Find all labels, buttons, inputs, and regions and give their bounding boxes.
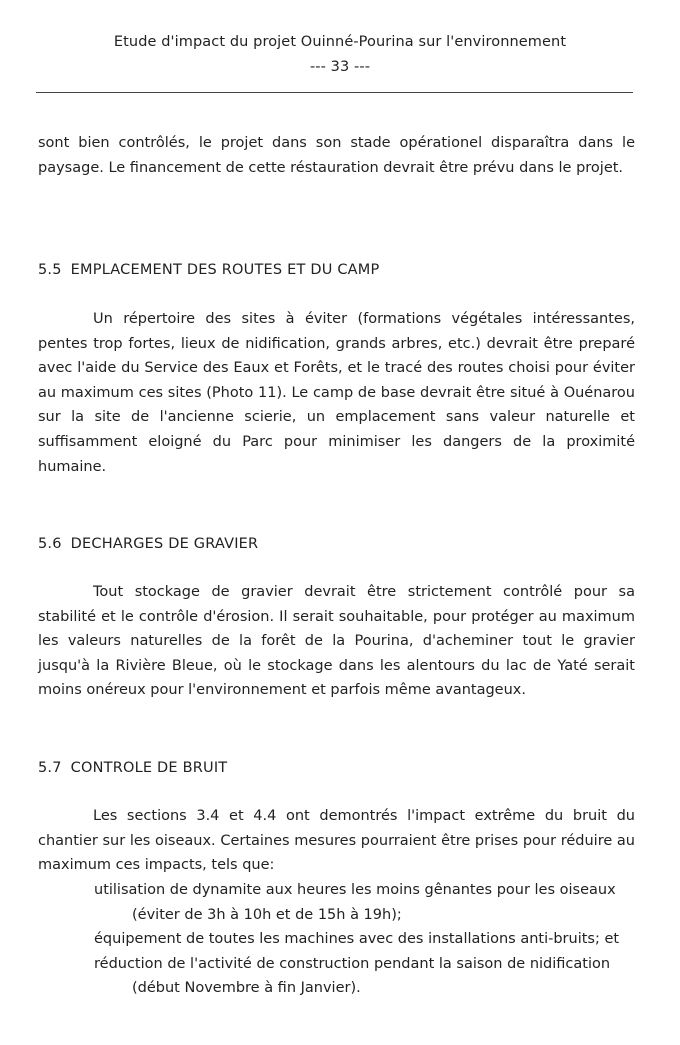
list-item-detail: (éviter de 3h à 10h et de 15h à 19h);	[132, 906, 402, 923]
section-number: 5.5	[38, 262, 62, 278]
section-heading-5-6	[38, 536, 258, 552]
section-title: DECHARGES DE GRAVIER	[70, 536, 259, 552]
list-item	[94, 878, 639, 927]
list-item-text: équipement de toutes les machines avec des installations anti-bruits; et	[94, 931, 620, 948]
page-header-title: Etude d'impact du projet Ouinné-Pourina sur l'environnement	[113, 34, 567, 50]
section-heading-5-7	[38, 760, 227, 776]
list-item	[94, 927, 639, 952]
section-number: 5.7	[38, 760, 62, 776]
section-number: 5.6	[38, 536, 62, 552]
section-paragraph-5-5: Un répertoire des sites à éviter (formations végétales intéressantes, pentes trop fortes, lieux de nidification, grands arbres, etc.) devrait être preparé avec l'aide du Service des Eaux et Forêts, et le tracé des routes choisi pour éviter au maximum ces sites (Photo 11). Le camp de base devrait être situé à Ouénarou sur la site de l'ancienne scierie, un emplacement sans valeur naturelle et suffisamment eloigné du Parc pour minimiser les dangers de la proximité humaine.	[38, 311, 635, 475]
section-title: EMPLACEMENT DES ROUTES ET DU CAMP	[70, 262, 380, 278]
section-heading-5-5	[38, 262, 379, 278]
header-divider	[36, 92, 633, 93]
list-item-detail: (début Novembre à fin Janvier).	[132, 980, 361, 997]
section-paragraph-5-7: Les sections 3.4 et 4.4 ont demontrés l'impact extrême du bruit du chantier sur les oiseaux. Certaines mesures pourraient être prises pour réduire au maximum ces impacts, tels que:	[38, 808, 635, 874]
noise-measures-list	[94, 878, 639, 1001]
section-paragraph-5-6: Tout stockage de gravier devrait être strictement contrôlé pour sa stabilité et le contrôle d'érosion. Il serait souhaitable, pour protéger au maximum les valeurs naturelles de la forêt de la Pourina, d'acheminer tout le gravier jusqu'à la Rivière Bleue, où le stockage dans les alentours du lac de Yaté serait moins onéreux pour l'environnement et parfois même avantageux.	[38, 584, 635, 699]
section-title: CONTROLE DE BRUIT	[70, 760, 228, 776]
list-item	[94, 952, 639, 1001]
list-item-text: utilisation de dynamite aux heures les moins gênantes pour les oiseaux	[94, 882, 616, 898]
intro-paragraph: sont bien contrôlés, le projet dans son stade opérationel disparaîtra dans le paysage. Le financement de cette réstauration devrait être prévu dans le projet.	[38, 135, 635, 176]
list-item-text: réduction de l'activité de construction pendant la saison de nidification	[94, 955, 611, 972]
page-number: --- 33 ---	[309, 59, 371, 75]
